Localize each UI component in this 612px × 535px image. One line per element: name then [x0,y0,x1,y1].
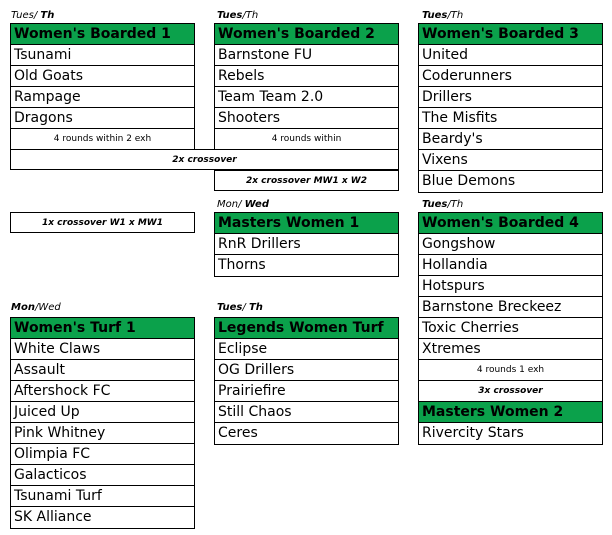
team-row: Eclipse [215,339,398,360]
day-secondary: Th [450,199,464,210]
team-row: Galacticos [11,465,194,486]
day-primary: Tues [422,10,448,21]
team-row: Ceres [218,425,258,441]
day-secondary: Th [245,10,259,21]
day-label-wb2 [217,10,258,22]
division-title-masters-women-2: Masters Women 2 [419,402,602,423]
team-row: Xtremes [419,339,602,360]
day-separator: / [33,10,41,21]
team-row: Thorns [218,257,266,273]
team-row: Olimpia FC [11,444,194,465]
division-masters-women-1 [214,212,399,277]
day-separator: / [34,302,39,313]
day-separator: / [447,10,451,21]
team-row: The Misfits [419,108,602,129]
day-primary: Tues [217,302,243,313]
team-row: United [419,45,602,66]
day-secondary: Th [450,10,464,21]
day-secondary: Wed [244,199,269,210]
team-row: Aftershock FC [11,381,194,402]
day-primary: Mon [11,302,35,313]
day-primary: Tues [217,10,243,21]
division-legends-women-turf [214,317,399,445]
day-label-wt1 [11,302,61,314]
team-row: Hotspurs [419,276,602,297]
day-label-mw1 [217,199,269,211]
day-primary: Tues [422,199,448,210]
division-womens-turf-1 [10,317,195,529]
team-row: Tsunami [11,45,194,66]
division-title: Women's Turf 1 [11,318,194,339]
team-row: Team Team 2.0 [215,87,398,108]
day-secondary: Th [40,10,55,21]
team-row: Assault [11,360,194,381]
team-row: SK Alliance [14,509,92,525]
team-row: Barnstone FU [215,45,398,66]
team-row: Vixens [419,150,602,171]
division-womens-boarded-3 [418,23,603,193]
division-womens-boarded-4 [418,212,603,445]
division-title: Women's Boarded 3 [419,24,602,45]
team-row: Drillers [419,87,602,108]
division-title: Legends Women Turf [215,318,398,339]
division-title: Women's Boarded 4 [419,213,602,234]
team-row: Old Goats [11,66,194,87]
day-primary: Mon [217,199,239,210]
team-row: Barnstone Breckeez [419,297,602,318]
day-label-wb4 [422,199,463,211]
division-note: 4 rounds 1 exh [419,360,602,381]
team-row: Rampage [11,87,194,108]
team-row: Tsunami Turf [11,486,194,507]
division-title: Women's Boarded 1 [11,24,194,45]
division-title: Women's Boarded 2 [215,24,398,45]
division-title: Masters Women 1 [215,213,398,234]
team-row: Juiced Up [11,402,194,423]
team-row: OG Drillers [215,360,398,381]
crossover-w1-mw1: 1x crossover W1 x MW1 [10,212,195,233]
team-row: Dragons [11,108,194,129]
day-secondary: Wed [38,302,61,313]
team-row: Hollandia [419,255,602,276]
team-row: Shooters [215,108,398,129]
team-row: Rivercity Stars [422,425,524,441]
day-label-wb1 [11,10,54,22]
division-note: 4 rounds within 2 exh [53,134,152,144]
day-label-wb3 [422,10,463,22]
division-womens-boarded-2 [214,23,399,151]
day-separator: / [242,10,246,21]
day-label-lwt [217,302,263,314]
team-row: Rebels [215,66,398,87]
day-separator: / [242,302,249,313]
team-row: Toxic Cherries [419,318,602,339]
team-row: Prairiefire [215,381,398,402]
team-row: Coderunners [419,66,602,87]
day-secondary: Th [248,302,263,313]
team-row: White Claws [11,339,194,360]
day-primary: Tues [11,10,34,21]
day-separator: / [238,199,245,210]
team-row: RnR Drillers [215,234,398,255]
division-womens-boarded-1 [10,23,195,151]
division-note: 4 rounds within [271,134,342,144]
crossover-wb1-wb2: 2x crossover [10,149,399,170]
team-row: Beardy's [419,129,602,150]
team-row: Still Chaos [215,402,398,423]
crossover-mw1-w2: 2x crossover MW1 x W2 [214,170,399,191]
team-row: Blue Demons [422,173,516,189]
team-row: Pink Whitney [11,423,194,444]
crossover-note: 3x crossover [419,381,602,402]
day-separator: / [447,199,451,210]
team-row: Gongshow [419,234,602,255]
